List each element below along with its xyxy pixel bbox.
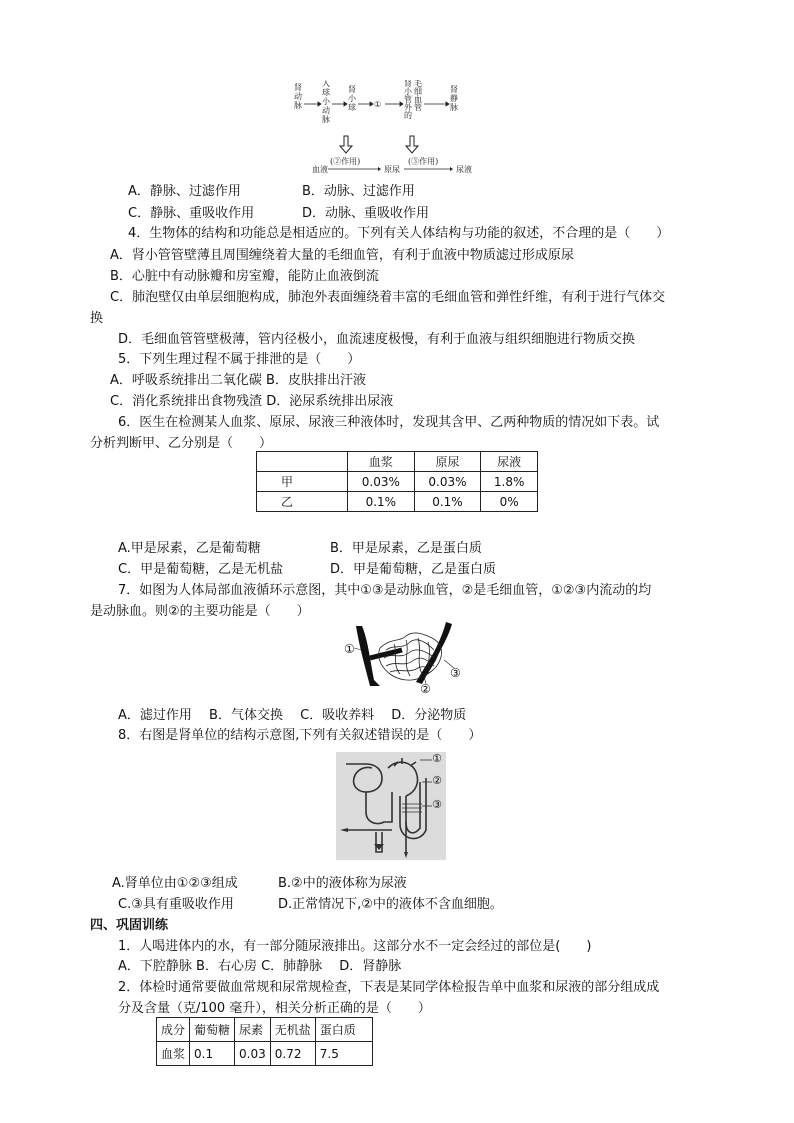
table-cell: 尿素 (235, 1018, 271, 1042)
table-header-row (257, 452, 538, 472)
q4-option-c: C．肺泡壁仅由单层细胞构成，肺泡外表面缠绕着丰富的毛细血管和弹性纤维，有利于进行气体交 (110, 290, 666, 305)
q4-option-c-cont: 换 (90, 311, 104, 326)
q6-option-d: D．甲是葡萄糖，乙是蛋白质 (330, 562, 497, 577)
q8-option-b: B.②中的液体称为尿液 (278, 876, 407, 891)
table-cell: 0.1 (190, 1042, 235, 1066)
table-cell: 成分 (157, 1018, 190, 1042)
q6-table (256, 451, 538, 512)
flow-blood: 血液 (312, 165, 328, 174)
table-cell (257, 452, 348, 472)
flow-afferent: 入球小动脉 (322, 80, 330, 124)
table-cell: 0% (481, 492, 538, 512)
q5-options-ab: A．呼吸系统排出二氧化碳 B．皮肤排出汗液 (110, 373, 366, 388)
table-row (157, 1042, 373, 1066)
q3-option-d: D．动脉、重吸收作用 (302, 206, 430, 221)
s4-q2-table (156, 1017, 373, 1066)
q4-option-b: B．心脏中有动脉瓣和房室瓣，能防止血液倒流 (110, 269, 379, 284)
q8-stem: 8．右图是肾单位的结构示意图,下列有关叙述错误的是（ ） (118, 728, 482, 743)
flow-capillary: 肾小管外的 毛细血管 (404, 80, 422, 120)
table-cell: 蛋白质 (315, 1018, 372, 1042)
q8-option-d: D.正常情况下,②中的液体不含血细胞。 (278, 897, 503, 912)
q4-option-a: A．肾小管管壁薄且周围缠绕着大量的毛细血管，有利于血液中物质滤过形成原尿 (110, 248, 574, 263)
s4-q2-stem-cont: 分及含量（克/100 毫升），相关分析正确的是（ ） (118, 1001, 431, 1016)
q4-stem: 4．生物体的结构和功能总是相适应的。下列有关人体结构与功能的叙述，不合理的是（ ） (128, 226, 670, 241)
table-cell: 0.03% (348, 472, 415, 492)
table-cell: 7.5 (315, 1042, 372, 1066)
s4-q2-stem: 2．体检时通常要做血常规和尿常规检查，下表是某同学体检报告单中血浆和尿液的部分组成成 (118, 980, 660, 995)
table-cell: 血浆 (348, 452, 415, 472)
table-cell: 乙 (257, 492, 348, 512)
q3-option-c: C．静脉、重吸收作用 (128, 206, 255, 221)
flow-renal-vein: 肾静脉 (450, 85, 458, 112)
table-cell: 0.03% (414, 472, 481, 492)
q3-option-b: B．动脉、过滤作用 (302, 184, 415, 199)
flow-process2: (②作用) (330, 157, 361, 166)
flow-primary-urine: 原尿 (384, 165, 400, 174)
table-cell: 尿液 (481, 452, 538, 472)
table-cell: 0.03 (235, 1042, 271, 1066)
table-cell: 0.72 (270, 1042, 315, 1066)
q6-stem: 6．医生在检测某人血浆、原尿、尿液三种液体时，发现其含甲、乙两种物质的情况如下表。试 (118, 415, 660, 430)
q7-stem-cont: 是动脉血。则②的主要功能是（ ） (90, 604, 310, 619)
q8-label-1: ① (432, 752, 442, 765)
table-row (257, 472, 538, 492)
q7-label-2: ② (420, 682, 431, 696)
table-cell: 1.8% (481, 472, 538, 492)
hollow-down-arrow-icon (340, 136, 418, 153)
s4-q1-stem: 1．人喝进体内的水，有一部分随尿液排出。这部分水不一定会经过的部位是( ) (118, 939, 592, 954)
q8-label-2: ② (432, 774, 442, 787)
table-header-row (157, 1018, 373, 1042)
q4-option-d: D．毛细血管管壁极薄，管内径极小，血流速度极慢，有利于血液与组织细胞进行物质交换 (118, 332, 636, 347)
flow-urine: 尿液 (456, 165, 472, 174)
q7-stem: 7．如图为人体局部血液循环示意图，其中①③是动脉血管，②是毛细血管，①②③内流动的均 (118, 583, 652, 598)
q6-option-a: A.甲是尿素，乙是葡萄糖 (118, 541, 261, 556)
q6-option-b: B．甲是尿素，乙是蛋白质 (330, 541, 482, 556)
table-cell: 原尿 (414, 452, 481, 472)
q3-option-a: A．静脉、过滤作用 (128, 184, 241, 199)
section-title: 四、巩固训练 (90, 918, 169, 933)
table-cell: 甲 (257, 472, 348, 492)
nephron-diagram (336, 752, 446, 860)
q8-option-a: A.肾单位由①②③组成 (112, 876, 238, 891)
table-cell: 葡萄糖 (190, 1018, 235, 1042)
table-row (257, 492, 538, 512)
q6-option-c: C．甲是葡萄糖，乙是无机盐 (118, 562, 284, 577)
flow-circle1: ① (374, 100, 382, 109)
table-cell: 0.1% (414, 492, 481, 512)
table-cell: 无机盐 (270, 1018, 315, 1042)
q5-options-cd: C．消化系统排出食物残渣 D．泌尿系统排出尿液 (110, 394, 394, 409)
q8-option-c: C.③具有重吸收作用 (118, 897, 234, 912)
q6-stem-cont: 分析判断甲、乙分别是（ ） (90, 436, 273, 451)
table-cell: 血浆 (157, 1042, 190, 1066)
flow-renal-artery: 肾动脉 (294, 83, 302, 110)
capillary-network-diagram (340, 620, 470, 698)
q7-options: A．滤过作用 B．气体交换 C．吸收养料 D．分泌物质 (118, 708, 467, 723)
table-cell: 0.1% (348, 492, 415, 512)
q7-label-1: ① (344, 642, 355, 656)
kidney-flow-diagram (290, 80, 490, 180)
flow-process3: (③作用) (408, 157, 439, 166)
q5-stem: 5．下列生理过程不属于排泄的是（ ） (118, 352, 361, 367)
flow-glomerulus: 肾小球 (348, 85, 356, 112)
q7-label-3: ③ (450, 666, 461, 680)
s4-q1-options: A．下腔静脉 B．右心房 C．肺静脉 D．肾静脉 (118, 959, 402, 974)
q8-label-3: ③ (432, 798, 442, 811)
